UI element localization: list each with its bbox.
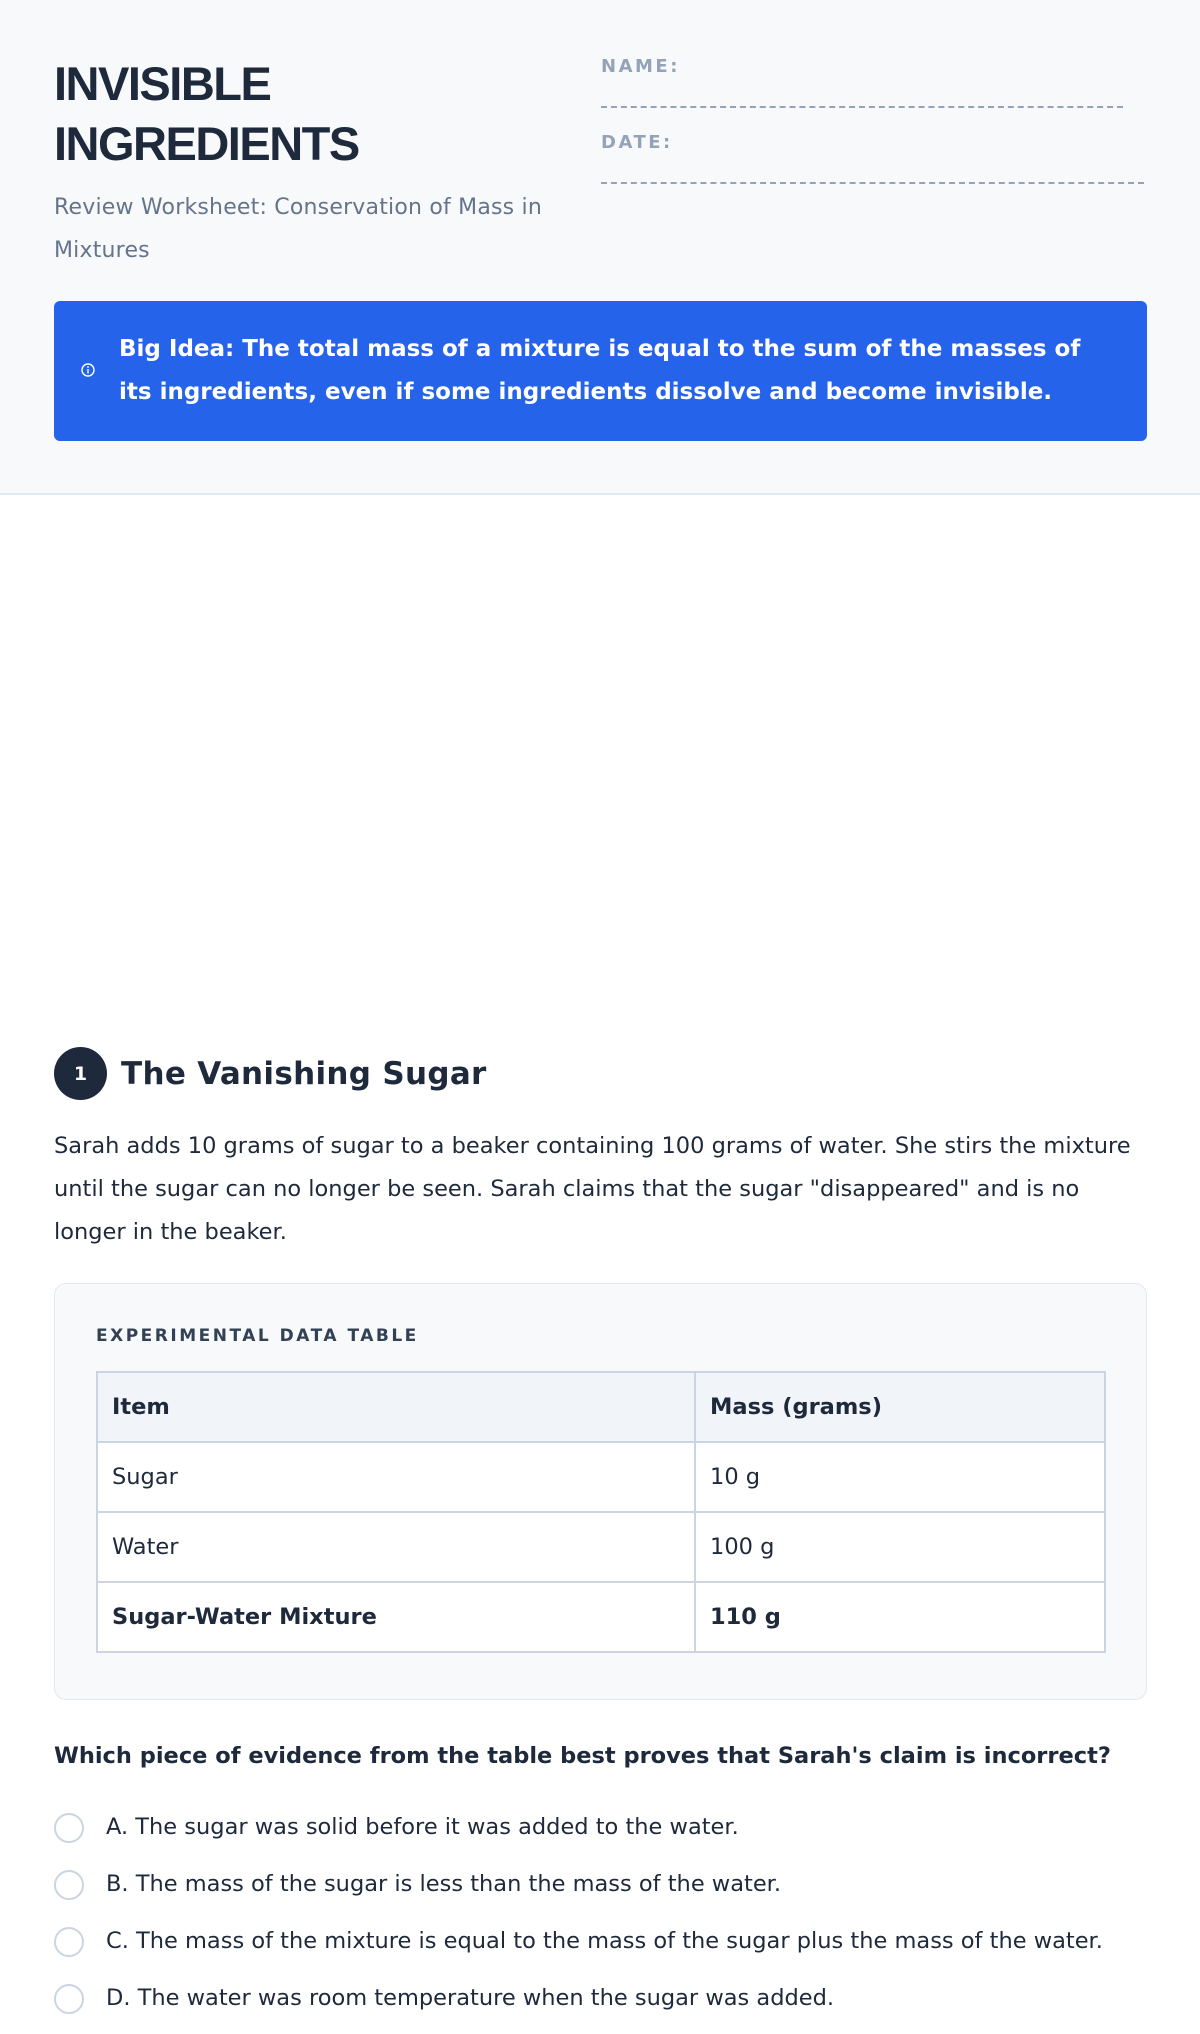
radio-option-c[interactable] [54,1927,84,1957]
table-row [97,1442,1105,1512]
answer-options [54,1806,1144,2034]
name-field[interactable] [601,56,1146,108]
option-a-text: A. The sugar was solid before it was added to the water. [106,1814,739,1840]
option-c[interactable] [54,1920,1144,1963]
data-table-card [54,1283,1147,1700]
worksheet-title [54,54,599,174]
table-cell-mass: 110 g [695,1582,1105,1652]
option-d[interactable] [54,1977,1144,2020]
worksheet-header [0,0,1200,495]
date-label: DATE: [601,132,673,153]
experimental-data-table [96,1371,1106,1653]
date-line[interactable] [601,182,1144,184]
table-cell-mass: 100 g [695,1512,1105,1582]
column-header-item: Item [97,1372,695,1442]
section-heading [54,1047,487,1100]
table-cell-item: Sugar-Water Mixture [97,1582,695,1652]
student-fields [601,56,1146,184]
name-line[interactable] [601,106,1123,108]
name-label: NAME: [601,56,680,77]
option-a[interactable] [54,1806,1144,1849]
table-row [97,1512,1105,1582]
option-c-text: C. The mass of the mixture is equal to the mass of the sugar plus the mass of the water. [106,1928,1103,1954]
big-idea-text: Big Idea: The total mass of a mixture is equal to the sum of the masses of its ingredients, even if some ingredients dissolve and become invisible. [119,336,1081,405]
column-header-mass: Mass (grams) [695,1372,1105,1442]
info-icon [81,363,95,377]
data-table-title: EXPERIMENTAL DATA TABLE [96,1326,419,1346]
section-number-badge: 1 [54,1047,107,1100]
title-line-2: INGREDIENTS [54,117,359,170]
option-b[interactable] [54,1863,1144,1906]
table-row-total [97,1582,1105,1652]
radio-option-a[interactable] [54,1813,84,1843]
radio-option-b[interactable] [54,1870,84,1900]
table-cell-mass: 10 g [695,1442,1105,1512]
question-text: Which piece of evidence from the table best proves that Sarah's claim is incorrect? [54,1743,1111,1769]
scenario-text: Sarah adds 10 grams of sugar to a beaker containing 100 grams of water. She stirs the mixture until the sugar can no longer be seen. Sarah claims that the sugar "disappeared" and is no longer in the beaker. [54,1133,1131,1245]
date-field[interactable] [601,132,1146,184]
table-cell-item: Sugar [97,1442,695,1512]
big-idea-banner [54,301,1147,441]
option-b-text: B. The mass of the sugar is less than the mass of the water. [106,1871,781,1897]
title-line-1: INVISIBLE [54,57,271,110]
section-title: The Vanishing Sugar [121,1055,487,1092]
option-d-text: D. The water was room temperature when the sugar was added. [106,1985,835,2011]
table-header-row [97,1372,1105,1442]
worksheet-subtitle: Review Worksheet: Conservation of Mass in Mixtures [54,195,542,263]
radio-option-d[interactable] [54,1984,84,2014]
table-cell-item: Water [97,1512,695,1582]
title-block [54,54,599,272]
